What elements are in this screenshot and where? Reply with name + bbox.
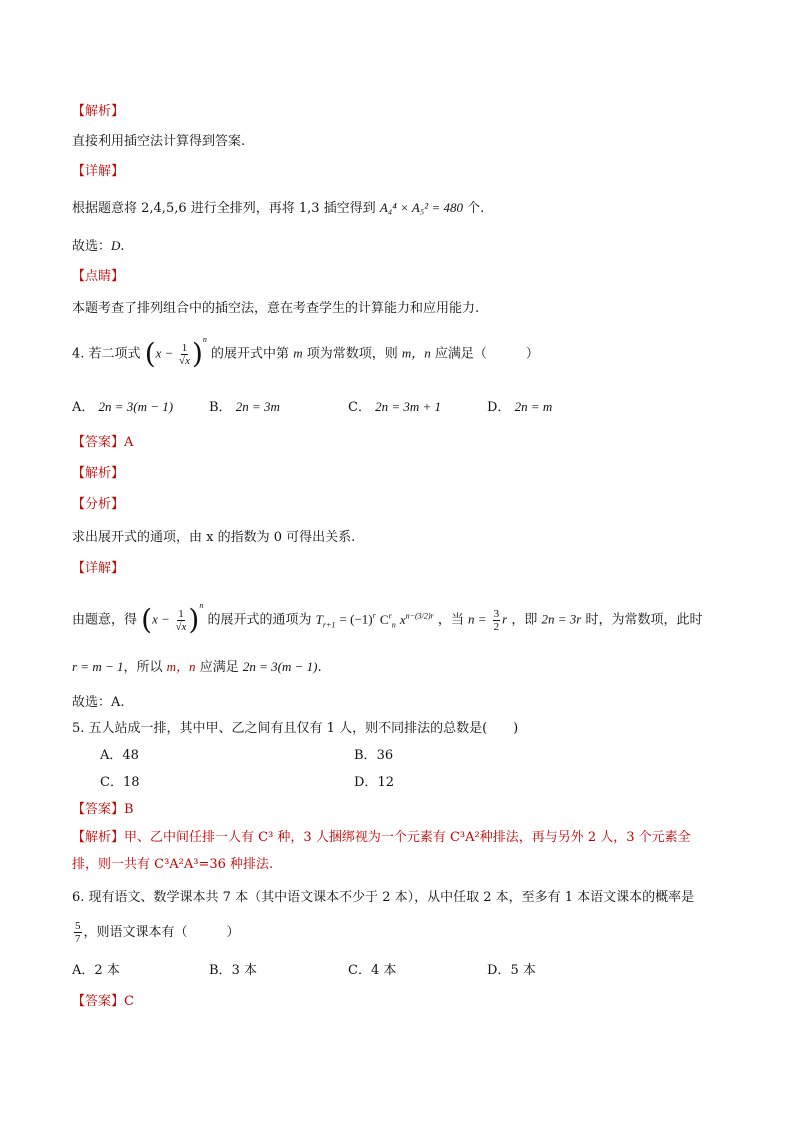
q4-dl-T: T	[315, 611, 323, 627]
q5-option-value: 48	[122, 748, 139, 763]
q5-option-c	[100, 774, 140, 792]
q5-option-d	[354, 774, 394, 792]
q6-frac-num: 5	[75, 920, 81, 932]
q4-analysis-text: 求出展开式的通项，由 x 的指数为 0 可得出关系.	[72, 530, 356, 545]
choice-label: 故选：	[72, 239, 112, 254]
q6-option-a	[72, 962, 120, 980]
q4-l2-d: .	[317, 660, 322, 675]
q6-option-letter: B．	[209, 963, 232, 978]
q6-stem-tail: ，则语文课本有（ ）	[83, 925, 240, 940]
q4-dl-frac-num: 1	[178, 607, 184, 620]
q4-dl-x-sup: n−(3/2)r	[405, 611, 434, 621]
section-label-detail: 【详解】	[72, 164, 125, 179]
q5-answer-value: B	[124, 802, 134, 817]
q6-option-value: 4 本	[370, 963, 397, 978]
choice-period: .	[120, 239, 125, 254]
q4-exponent: n	[202, 335, 207, 345]
section-label-analysis: 【解析】	[72, 104, 125, 119]
q6-fraction	[74, 920, 82, 945]
q6-option-value: 5 本	[510, 963, 536, 978]
choice-answer: D	[111, 238, 121, 253]
q4-detail-line2	[72, 658, 322, 677]
detail-text-a: 根据题意将 2,4,5,6 进行全排列，再将 1,3 插空得到	[72, 201, 376, 216]
q6-option-b	[209, 962, 257, 980]
q5-analysis-line2: 排，则一共有 C³A²A³=36 种排法.	[72, 857, 274, 872]
q4-dl-eq: = (−1)	[339, 611, 373, 627]
q4-detail-label: 【详解】	[72, 561, 125, 576]
q5-option-letter: C．	[100, 775, 123, 790]
q4-stem-a: 4. 若二项式	[72, 346, 141, 362]
q4-m: m	[293, 345, 303, 361]
q4-dl-frac2	[493, 608, 501, 633]
q4-x: x	[155, 345, 162, 361]
q6-option-value: 2 本	[94, 963, 120, 978]
q4-answer-value: A	[124, 435, 134, 450]
q4-option-letter: C．	[348, 400, 371, 415]
q4-dl-r-sup: r	[372, 611, 376, 621]
q4-option-expr: 2n = 3(m − 1)	[98, 399, 174, 414]
q4-dl-e: 时，为常数项，此时	[585, 612, 703, 628]
q4-stem-b: 的展开式中第	[211, 346, 290, 362]
q4-stem	[72, 335, 539, 370]
choice-line	[72, 237, 125, 256]
detail-formula: A₄⁴ × A₅² = 480	[379, 200, 463, 215]
q4-frac-den: √x	[179, 354, 190, 367]
q4-option-b	[209, 398, 280, 417]
q4-dl-C: C	[379, 611, 389, 627]
q4-analysis-label: 【解析】	[72, 466, 125, 481]
q4-dl-d: ，即	[511, 612, 538, 628]
q4-choice-line: 故选：A.	[72, 695, 125, 710]
q4-dl-exponent: n	[199, 601, 204, 611]
q4-dl-fr: r	[502, 611, 508, 627]
q4-dl-frac2-num: 3	[493, 607, 500, 620]
q6-option-letter: C．	[348, 963, 371, 978]
q5-option-value: 36	[376, 748, 394, 763]
q4-dl-b: 的展开式的通项为	[207, 612, 312, 628]
q6-answer-label: 【答案】	[72, 994, 125, 1009]
q6-stem-line2	[72, 920, 240, 945]
q4-dl-c: ，当	[437, 612, 464, 628]
q4-stem-d: 应满足（ ）	[434, 346, 539, 362]
q4-dl-n: n =	[467, 611, 487, 627]
q4-dl-fraction	[176, 608, 187, 633]
section-label-remark: 【点睛】	[72, 269, 125, 284]
q5-analysis-line1: 【解析】甲、乙中间任排一人有 C³ 种，3 人捆绑视为一个元素有 C³A²种排法，再与另外 2 人，3 个元素全	[72, 830, 691, 845]
q4-dl-x: x	[152, 611, 158, 627]
q4-option-d	[487, 398, 552, 417]
q5-option-b	[354, 747, 393, 765]
q4-dl-eq2: 2n = 3r	[541, 611, 582, 627]
q4-minus: −	[165, 345, 173, 361]
q4-l2-eq: 2n = 3(m − 1)	[242, 659, 318, 674]
q4-option-c	[348, 398, 441, 417]
q4-dl-C-sup: r	[388, 611, 392, 621]
q4-open-paren: (	[144, 337, 156, 370]
q4-option-expr: 2n = 3m + 1	[375, 399, 442, 414]
q4-fraction	[179, 342, 190, 367]
q4-option-a	[72, 398, 173, 417]
q6-answer-value: C	[124, 994, 134, 1009]
q6-stem-line1: 6. 现有语文、数学课本共 7 本（其中语文课本不少于 2 本），从中任取 2 本，至多有 1 本语文课本的概率是	[72, 890, 695, 905]
q6-option-letter: D．	[487, 963, 511, 978]
q4-option-letter: D．	[487, 400, 511, 415]
remark-text: 本题考查了排列组合中的插空法，意在考查学生的计算能力和应用能力.	[72, 301, 480, 316]
detail-text-b: 个.	[467, 201, 485, 216]
q4-l2-b: ，所以	[123, 660, 163, 675]
q6-option-value: 3 本	[231, 963, 257, 978]
q5-option-value: 12	[377, 775, 394, 790]
q5-answer-label: 【答案】	[72, 802, 125, 817]
q4-close-paren: )	[191, 337, 203, 370]
q4-option-letter: B．	[209, 400, 232, 415]
q4-dl-a: 由题意，得	[72, 612, 138, 628]
q4-dl-binom	[379, 611, 396, 630]
q4-answer-label: 【答案】	[72, 435, 125, 450]
q5-stem: 5. 五人站成一排，其中甲、乙之间有且仅有 1 人，则不同排法的总数是( )	[72, 721, 519, 736]
q4-option-letter: A．	[72, 400, 95, 415]
q6-option-c	[348, 962, 396, 980]
q4-detail-line1	[72, 601, 703, 636]
q4-dl-term	[315, 611, 336, 630]
q6-frac-den: 7	[75, 933, 81, 945]
q4-dl-minus: −	[162, 611, 170, 627]
q4-option-expr: 2n = 3m	[235, 399, 280, 414]
analysis-text: 直接利用插空法计算得到答案.	[72, 134, 246, 149]
q5-option-letter: D．	[354, 775, 378, 790]
q4-option-expr: 2n = m	[514, 399, 553, 414]
q4-dl-T-sub: r+1	[322, 620, 336, 630]
q4-dl-close-paren: )	[188, 603, 200, 636]
detail-line	[72, 199, 484, 218]
q6-option-d	[487, 962, 536, 980]
q4-l2-a: r = m − 1	[72, 659, 124, 674]
q4-dl-xx: x	[399, 611, 406, 627]
q4-dl-frac2-den: 2	[493, 620, 500, 633]
q6-option-letter: A．	[72, 963, 95, 978]
q4-l2-c: 应满足	[199, 660, 239, 675]
q4-stem-c: 项为常数项，则	[306, 346, 398, 362]
q4-dl-C-sub: n	[391, 620, 396, 630]
q6-answer-line	[72, 993, 134, 1011]
q5-option-letter: B．	[354, 748, 377, 763]
q4-answer-line	[72, 434, 133, 452]
q4-dl-open-paren: (	[141, 603, 153, 636]
q4-analysis-sub-label: 【分析】	[72, 497, 125, 512]
q4-dl-frac-den: √x	[175, 620, 187, 633]
q4-frac-num: 1	[181, 341, 188, 354]
q5-option-letter: A．	[100, 748, 123, 763]
q5-answer-line	[72, 801, 134, 819]
q5-option-a	[100, 747, 139, 765]
q4-l2-mn: m，n	[166, 659, 196, 674]
q4-mn: m，n	[401, 345, 431, 361]
q5-option-value: 18	[122, 775, 140, 790]
q4-dl-power	[400, 612, 434, 627]
